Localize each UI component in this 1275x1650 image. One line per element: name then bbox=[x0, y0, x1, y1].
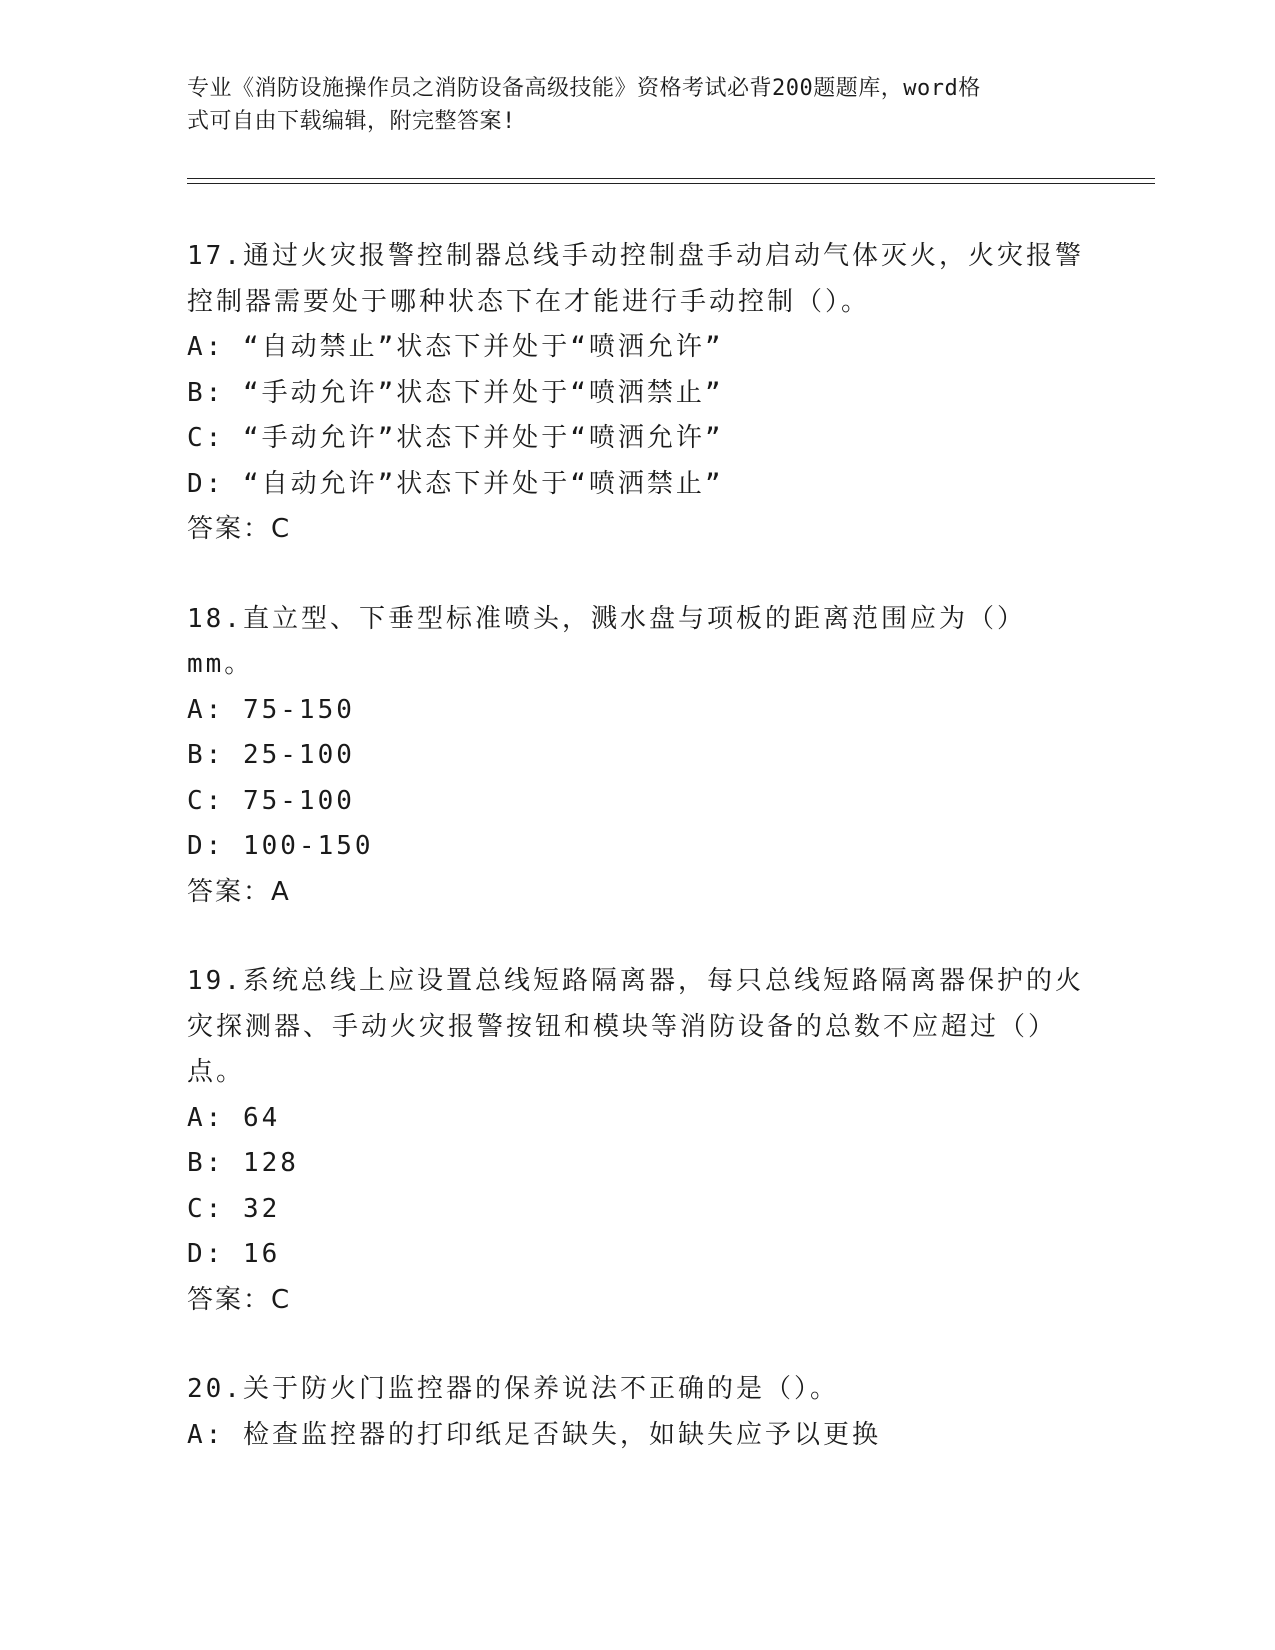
header-line-1: 专业《消防设施操作员之消防设备高级技能》资格考试必背200题题库，word格 bbox=[187, 76, 981, 101]
option-text: 32 bbox=[242, 1193, 281, 1224]
option-letter: D: bbox=[187, 1239, 225, 1269]
answer-label: 答案：C bbox=[187, 514, 292, 544]
option-text: 16 bbox=[242, 1239, 281, 1269]
question-20 bbox=[187, 1367, 1087, 1458]
question-spacer bbox=[187, 915, 1087, 959]
option-c bbox=[187, 416, 1087, 462]
question-stem-line: 20.关于防火门监控器的保养说法不正确的是（）。 bbox=[187, 1374, 839, 1404]
question-19 bbox=[187, 959, 1087, 1323]
option-a bbox=[187, 1413, 1087, 1459]
option-letter: B: bbox=[187, 740, 225, 770]
option-c bbox=[187, 779, 1087, 825]
option-letter: A: bbox=[187, 1419, 225, 1450]
option-d bbox=[187, 462, 1087, 508]
option-text: “手动允许”状态下并处于“喷洒允许” bbox=[242, 423, 724, 453]
option-text: 75-150 bbox=[242, 694, 355, 725]
option-a bbox=[187, 1096, 1087, 1142]
header-divider-bottom bbox=[187, 183, 1155, 184]
option-letter: C: bbox=[187, 423, 225, 453]
question-stem-line: 18.直立型、下垂型标准喷头，溅水盘与项板的距离范围应为（）mm。 bbox=[187, 603, 1026, 679]
option-letter: A: bbox=[187, 1102, 225, 1133]
option-b bbox=[187, 371, 1087, 417]
header-line-2: 式可自由下载编辑，附完整答案! bbox=[187, 109, 516, 134]
option-letter: C: bbox=[187, 785, 225, 816]
option-text: 128 bbox=[242, 1148, 299, 1178]
question-stem-line: 控制器需要处于哪种状态下在才能进行手动控制（）。 bbox=[187, 286, 871, 317]
option-c bbox=[187, 1187, 1087, 1233]
question-stem-line: 点。 bbox=[187, 1057, 246, 1087]
question-17 bbox=[187, 234, 1087, 553]
option-text: “自动允许”状态下并处于“喷洒禁止” bbox=[242, 468, 724, 499]
option-text: 64 bbox=[242, 1102, 281, 1133]
option-letter: C: bbox=[187, 1193, 225, 1224]
option-text: 25-100 bbox=[242, 740, 355, 770]
document-header bbox=[187, 72, 1087, 138]
option-a bbox=[187, 688, 1087, 734]
option-text: 75-100 bbox=[242, 785, 355, 816]
option-letter: D: bbox=[187, 831, 225, 861]
question-stem-line: 灾探测器、手动火灾报警按钮和模块等消防设备的总数不应超过（） bbox=[187, 1011, 1058, 1042]
option-letter: D: bbox=[187, 468, 225, 499]
question-spacer bbox=[187, 553, 1087, 597]
option-d bbox=[187, 824, 1087, 870]
question-spacer bbox=[187, 1323, 1087, 1367]
option-letter: A: bbox=[187, 694, 225, 725]
option-text: 检查监控器的打印纸足否缺失，如缺失应予以更换 bbox=[242, 1419, 881, 1450]
answer-label: 答案：A bbox=[187, 876, 291, 907]
answer-label: 答案：C bbox=[187, 1284, 292, 1315]
question-stem-line: 19.系统总线上应设置总线短路隔离器，每只总线短路隔离器保护的火 bbox=[187, 966, 1084, 996]
option-letter: A: bbox=[187, 332, 225, 362]
option-b bbox=[187, 733, 1087, 779]
question-stem-line: 17.通过火灾报警控制器总线手动控制盘手动启动气体灭火，火灾报警 bbox=[187, 241, 1084, 271]
option-letter: B: bbox=[187, 1148, 225, 1178]
option-letter: B: bbox=[187, 377, 225, 408]
option-b bbox=[187, 1141, 1087, 1187]
option-text: “自动禁止”状态下并处于“喷洒允许” bbox=[242, 332, 724, 362]
header-divider-top bbox=[187, 178, 1155, 179]
question-list bbox=[187, 234, 1087, 1458]
option-d bbox=[187, 1232, 1087, 1278]
option-text: 100-150 bbox=[242, 831, 374, 861]
option-text: “手动允许”状态下并处于“喷洒禁止” bbox=[242, 377, 724, 408]
option-a bbox=[187, 325, 1087, 371]
question-18 bbox=[187, 597, 1087, 916]
